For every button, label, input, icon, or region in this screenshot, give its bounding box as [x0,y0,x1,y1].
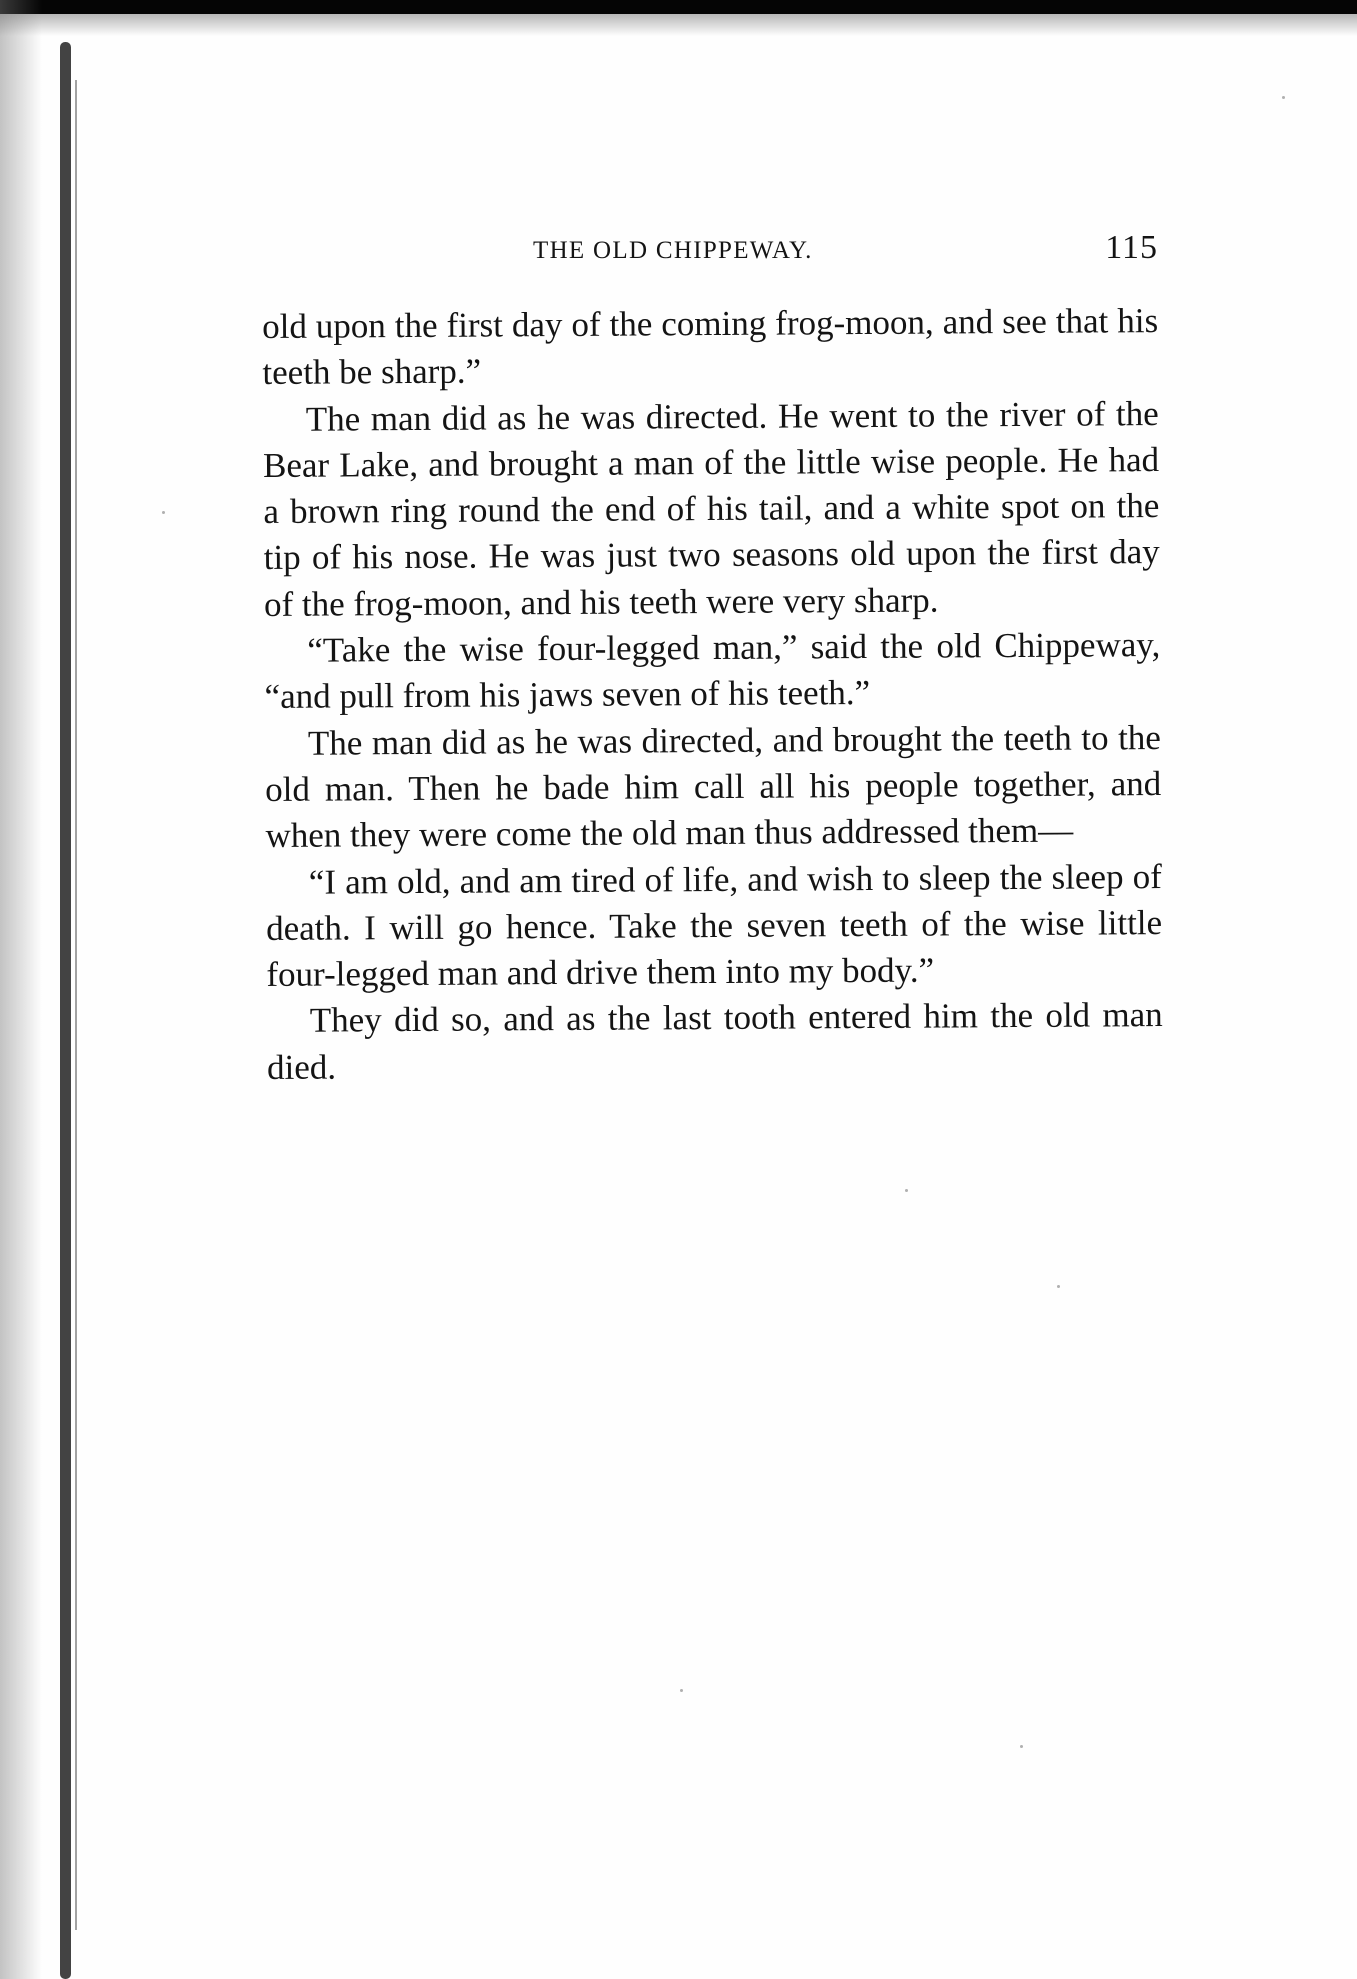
paper-speck [1057,1285,1060,1288]
book-binding-edge [0,0,115,1979]
paper-speck [1020,1745,1023,1748]
paragraph-man-directed: The man did as he was directed. He went to the river of the Bear Lake, and brought a man of the little wise people. He had a brown ring round the end of his tail, and a white spot on the tip of his nose. He was just two seasons old upon the first day of the frog-moon, and his teeth were very sharp. [262,393,1160,624]
paper-speck [680,1689,683,1692]
paragraph-take-wise-man: “Take the wise four-legged man,” said the old Chippeway, “and pull from his jaws seven of his teeth.” [264,625,1161,717]
page-number: 115 [1105,229,1158,266]
paper-speck [162,511,165,514]
running-head: THE OLD CHIPPEWAY. [533,237,813,264]
paragraph-brought-teeth: The man did as he was directed, and brought the teeth to the old man. Then he bade him call all his people together, and when they were come the old man thus addressed them— [265,717,1162,856]
binding-shadow [0,0,42,1979]
page-header [533,229,1158,275]
paragraph-old-man-died: They did so, and as the last tooth entered him the old man died. [266,995,1163,1087]
paper-speck [1282,96,1285,99]
paragraph-continued: old upon the first day of the coming frog-moon, and see that his teeth be sharp.” [262,301,1159,393]
binding-thread-line [75,80,77,1930]
scan-top-edge [0,0,1357,14]
paragraph-old-man-speech: “I am old, and am tired of life, and wish to sleep the sleep of death. I will go hence. Take the seven teeth of the wise little four-legged man and drive them into my body.” [266,856,1163,995]
binding-spine [60,42,71,1979]
chapter-text-block [262,298,1163,1091]
scan-top-shadow [0,14,1357,36]
paper-speck [905,1189,908,1192]
